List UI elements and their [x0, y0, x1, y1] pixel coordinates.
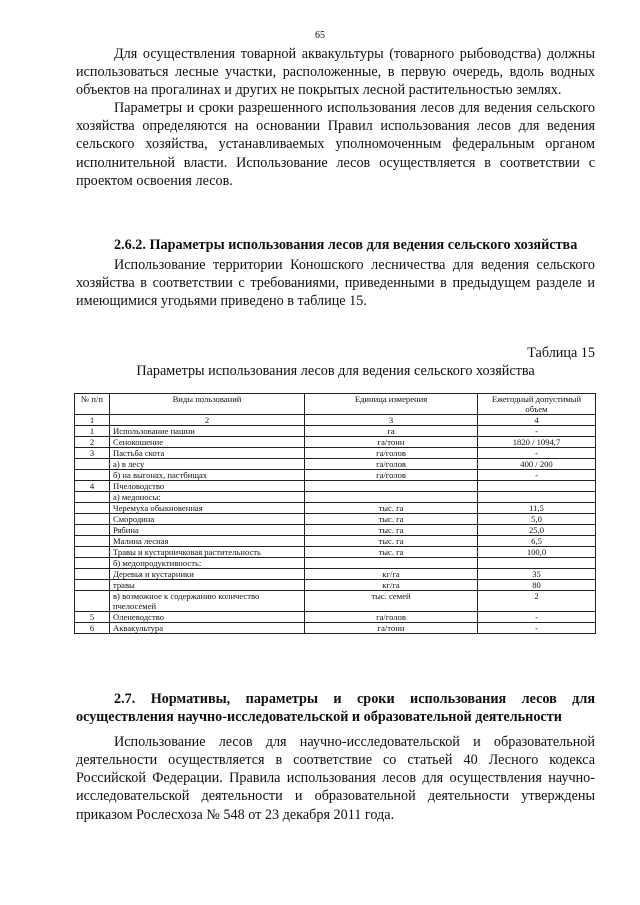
row-kind-cell: в) возможное к содержанию количество пчелосемей — [110, 591, 305, 612]
col-number: 4 — [478, 415, 596, 426]
row-volume-cell: - — [478, 623, 596, 634]
row-unit-cell: га/тонн — [305, 437, 478, 448]
table-row — [75, 437, 596, 448]
section-2-7-text: Использование лесов для научно-исследовательской и образовательной деятельности осуществляется в соответствие со статьей 40 Лесного кодекса Российской Федерации. Правила использования лесов для осуществления научно-исследовательской деятельности и образовательной деятельности утверждены приказом Рослесхоза № 548 от 23 декабря 2011 года. — [76, 734, 595, 823]
row-volume-cell: - — [478, 426, 596, 437]
row-volume-cell — [478, 481, 596, 492]
row-unit-cell — [305, 481, 478, 492]
row-kind-cell: б) медопродуктивность: — [110, 558, 305, 569]
row-kind-cell: а) медоносы: — [110, 492, 305, 503]
table-row — [75, 612, 596, 623]
row-number-cell — [75, 492, 110, 503]
row-kind-cell: Использование пашни — [110, 426, 305, 437]
row-number-cell — [75, 569, 110, 580]
row-volume-cell: - — [478, 612, 596, 623]
row-number-cell — [75, 514, 110, 525]
row-kind-cell: Малина лесная — [110, 536, 305, 547]
row-number-cell — [75, 558, 110, 569]
row-kind-cell: Травы и кустарничковая растительность — [110, 547, 305, 558]
table-row — [75, 426, 596, 437]
page-number: 65 — [315, 30, 325, 41]
table-header-row — [75, 394, 596, 415]
row-number-cell: 1 — [75, 426, 110, 437]
row-number-cell: 4 — [75, 481, 110, 492]
row-number-cell — [75, 470, 110, 481]
intro-text — [76, 45, 595, 190]
table-number: Таблица 15 — [527, 345, 595, 361]
row-unit-cell: тыс. га — [305, 525, 478, 536]
row-kind-cell: Смородина — [110, 514, 305, 525]
row-number-cell: 5 — [75, 612, 110, 623]
row-number-cell — [75, 459, 110, 470]
row-unit-cell — [305, 558, 478, 569]
row-volume-cell: - — [478, 470, 596, 481]
paragraph-aquaculture: Для осуществления товарной аквакультуры (товарного рыбоводства) должны использоваться лесные участки, расположенные, в первую очередь, вдоль водных объектов на прогалинах и других не покрытых лесной растительностью землях. — [76, 46, 595, 99]
row-volume-cell — [478, 492, 596, 503]
table-row — [75, 569, 596, 580]
row-kind-cell: Черемуха обыкновенная — [110, 503, 305, 514]
row-number-cell — [75, 536, 110, 547]
table-row — [75, 525, 596, 536]
row-kind-cell: Рябина — [110, 525, 305, 536]
header-no: № п/п — [75, 394, 110, 415]
row-volume-cell: - — [478, 448, 596, 459]
row-number-cell — [75, 591, 110, 612]
row-volume-cell: 25,0 — [478, 525, 596, 536]
row-kind-cell: Аквакультура — [110, 623, 305, 634]
table-row — [75, 503, 596, 514]
row-number-cell — [75, 503, 110, 514]
row-kind-cell: а) в лесу — [110, 459, 305, 470]
row-volume-cell: 35 — [478, 569, 596, 580]
table-row — [75, 514, 596, 525]
row-unit-cell: тыс. га — [305, 503, 478, 514]
row-volume-cell: 5,0 — [478, 514, 596, 525]
table-row — [75, 580, 596, 591]
row-kind-cell: Пчеловодство — [110, 481, 305, 492]
col-number: 2 — [110, 415, 305, 426]
row-volume-cell: 1820 / 1094,7 — [478, 437, 596, 448]
table-row — [75, 459, 596, 470]
row-kind-cell: Пастьба скота — [110, 448, 305, 459]
row-unit-cell: тыс. га — [305, 547, 478, 558]
row-unit-cell — [305, 492, 478, 503]
table-row — [75, 492, 596, 503]
table-column-numbers-row — [75, 415, 596, 426]
agriculture-params-table — [74, 393, 596, 634]
row-kind-cell: Сенокошение — [110, 437, 305, 448]
section-2-6-2-heading: 2.6.2. Параметры использования лесов для ведения сельского хозяйства — [114, 237, 578, 253]
table-row — [75, 448, 596, 459]
row-unit-cell: кг/га — [305, 580, 478, 591]
row-kind-cell: Оленеводство — [110, 612, 305, 623]
row-unit-cell: га/голов — [305, 448, 478, 459]
row-number-cell: 6 — [75, 623, 110, 634]
section-2-6-2-text: Использование территории Коношского лесничества для ведения сельского хозяйства в соответствии с требованиями, приведенными в предыдущем разделе и имеющимися угодьями приведено в таблице 15. — [76, 257, 595, 310]
table-title: Параметры использования лесов для ведения сельского хозяйства — [136, 363, 535, 379]
row-unit-cell: тыс. семей — [305, 591, 478, 612]
section-2-7-heading: 2.7. Нормативы, параметры и сроки использования лесов для осуществления научно-исследовательской и образовательной деятельности — [76, 691, 595, 726]
table-row — [75, 591, 596, 612]
row-unit-cell: га/голов — [305, 612, 478, 623]
col-number: 3 — [305, 415, 478, 426]
row-kind-cell: травы — [110, 580, 305, 591]
row-volume-cell: 80 — [478, 580, 596, 591]
table-row — [75, 481, 596, 492]
header-kind: Виды пользований — [110, 394, 305, 415]
row-unit-cell: га/голов — [305, 470, 478, 481]
table-row — [75, 547, 596, 558]
paragraph-agriculture-params: Параметры и сроки разрешенного использования лесов для ведения сельского хозяйства определяются на основании Правил использования лесов для ведения сельского хозяйства, устанавливаемых уполномоченным федеральным органом исполнительной власти. Использование лесов осуществляется в соответствии с проектом освоения лесов. — [76, 100, 595, 189]
row-unit-cell: тыс. га — [305, 536, 478, 547]
section-2-6-2 — [76, 236, 595, 310]
row-volume-cell — [478, 558, 596, 569]
row-kind-cell: Деревья и кустарники — [110, 569, 305, 580]
row-unit-cell: тыс. га — [305, 514, 478, 525]
header-unit: Единица измерения — [305, 394, 478, 415]
row-unit-cell: га/голов — [305, 459, 478, 470]
section-2-7 — [76, 690, 595, 824]
table-row — [75, 470, 596, 481]
row-volume-cell: 400 / 200 — [478, 459, 596, 470]
row-number-cell — [75, 525, 110, 536]
row-volume-cell: 6,5 — [478, 536, 596, 547]
table-row — [75, 623, 596, 634]
row-unit-cell: га — [305, 426, 478, 437]
row-number-cell — [75, 547, 110, 558]
row-kind-cell: б) на выгонах, пастбищах — [110, 470, 305, 481]
table-row — [75, 536, 596, 547]
row-unit-cell: кг/га — [305, 569, 478, 580]
table-row — [75, 558, 596, 569]
row-number-cell: 2 — [75, 437, 110, 448]
row-volume-cell: 100,0 — [478, 547, 596, 558]
row-volume-cell: 11,5 — [478, 503, 596, 514]
col-number: 1 — [75, 415, 110, 426]
row-volume-cell: 2 — [478, 591, 596, 612]
row-unit-cell: га/тонн — [305, 623, 478, 634]
header-volume: Ежегодный допустимый объем — [478, 394, 596, 415]
row-number-cell: 3 — [75, 448, 110, 459]
row-number-cell — [75, 580, 110, 591]
